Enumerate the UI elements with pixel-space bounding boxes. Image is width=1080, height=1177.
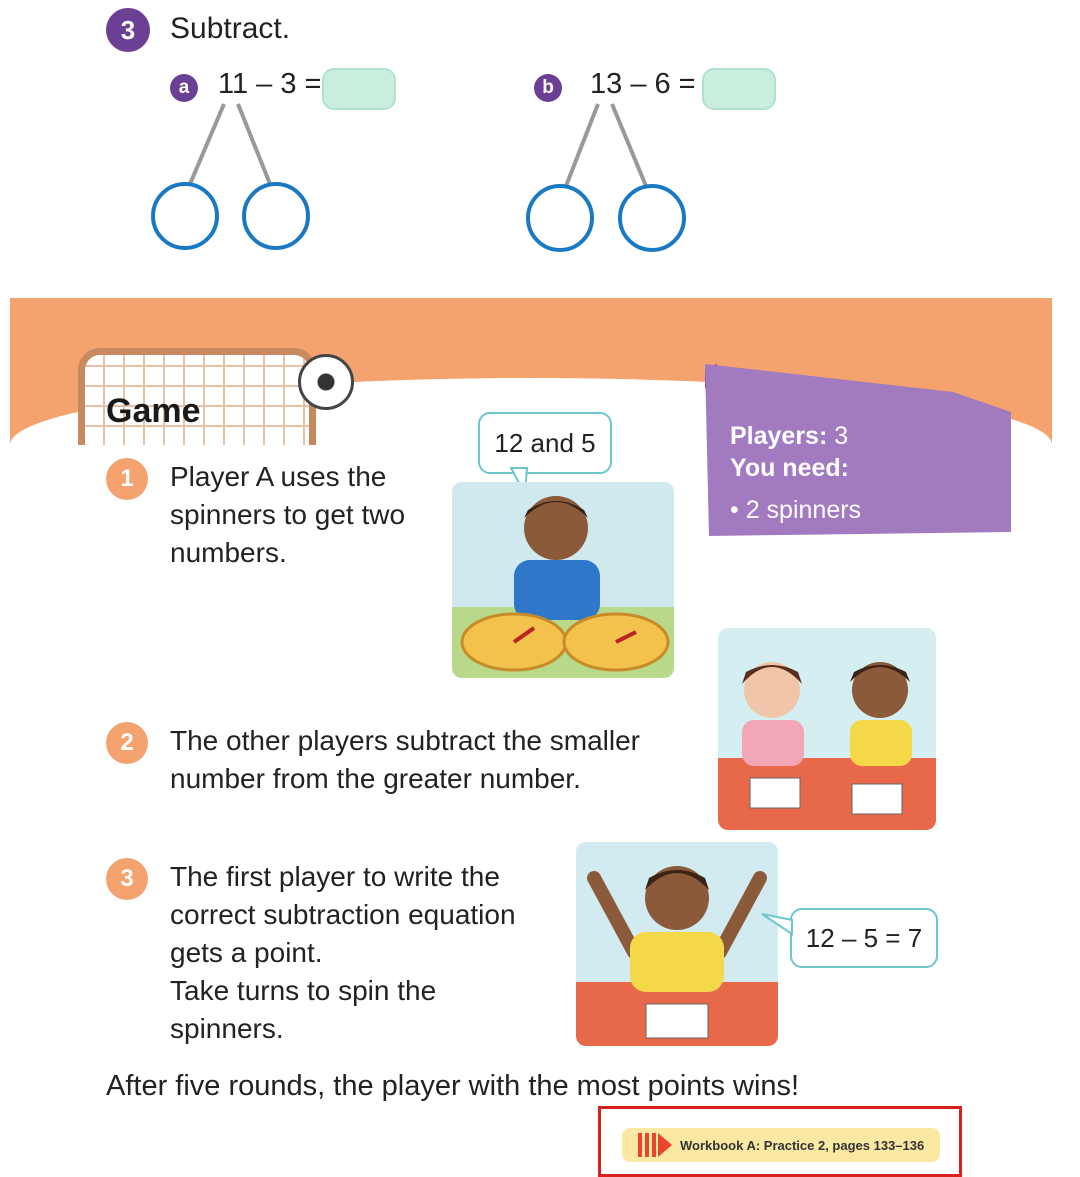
part-a-bond-right-circle[interactable] — [242, 182, 310, 250]
game-title: Game — [106, 392, 201, 430]
part-a-equation: 11 – 3 = — [218, 68, 322, 100]
illustration-children-writing — [718, 628, 936, 830]
step-3-badge: 3 — [106, 858, 148, 900]
material-item: • 2 spinners — [730, 496, 862, 524]
workbook-reference — [622, 1128, 940, 1162]
part-a-badge: a — [170, 74, 198, 102]
workbook-arrow-icon — [638, 1133, 672, 1157]
speech-bubble-equation: 12 – 5 = 7 — [790, 908, 938, 968]
part-b-bond-right-circle[interactable] — [618, 184, 686, 252]
step-1-badge: 1 — [106, 458, 148, 500]
players-label: Players: — [730, 422, 828, 450]
step-2-badge: 2 — [106, 722, 148, 764]
game-closing-text: After five rounds, the player with the most points wins! — [106, 1070, 800, 1102]
soccer-ball-icon — [298, 354, 354, 410]
players-count: 3 — [834, 422, 849, 450]
part-b-equation: 13 – 6 = — [590, 68, 696, 100]
exercise-title: Subtract. — [170, 12, 291, 45]
you-need-label: You need: — [730, 454, 849, 482]
exercise-number-badge: 3 — [106, 8, 150, 52]
step-2-text: The other players subtract the smaller number from the greater number. — [170, 725, 640, 794]
part-a-bond-left-circle[interactable] — [151, 182, 219, 250]
illustration-boy-celebrating — [576, 842, 778, 1046]
players-info — [730, 420, 861, 526]
step-1-text: Player A uses the spinners to get two numbers. — [170, 461, 406, 568]
speech-bubble-equation-tail — [760, 910, 794, 940]
workbook-reference-text: Workbook A: Practice 2, pages 133–136 — [680, 1137, 925, 1153]
step-3-text: The first player to write the correct subtraction equation gets a point. Take turns to spin the spinners. — [170, 861, 516, 1044]
part-b-bond-left-circle[interactable] — [526, 184, 594, 252]
speech-bubble-spinner-result: 12 and 5 — [478, 412, 612, 474]
part-b-badge: b — [534, 74, 562, 102]
illustration-boy-spinning — [452, 482, 674, 678]
